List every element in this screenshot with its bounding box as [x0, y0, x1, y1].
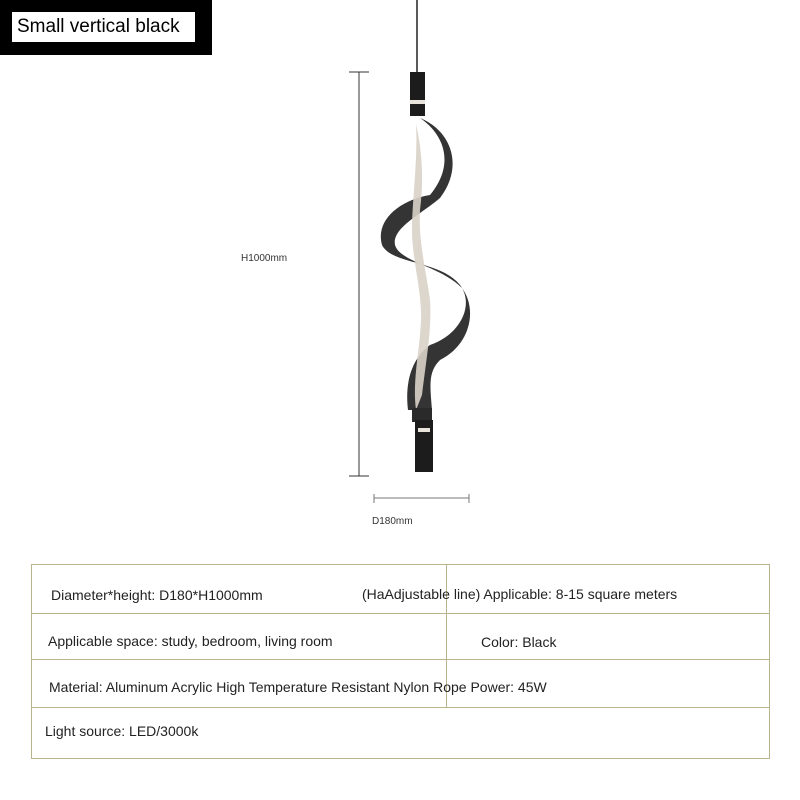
diameter-dimension-line	[374, 494, 469, 503]
height-dimension-line	[349, 72, 369, 476]
product-title: Small vertical black	[12, 12, 195, 42]
spec-row	[32, 565, 769, 614]
diameter-label: D180mm	[372, 516, 413, 527]
lamp-top-cap	[410, 72, 425, 116]
spec-applicable-space: Applicable space: study, bedroom, living room	[48, 633, 333, 649]
spec-table	[31, 564, 770, 759]
spec-adjustable-applicable: (HaAdjustable line) Applicable: 8-15 square meters	[362, 586, 678, 602]
pendant-lamp-image	[381, 0, 470, 472]
lamp-bottom-cap	[415, 420, 433, 472]
spec-material-power: Material: Aluminum Acrylic High Temperature Resistant Nylon Rope Power: 45W	[49, 679, 547, 695]
spec-diameter-height: Diameter*height: D180*H1000mm	[51, 587, 263, 603]
spec-row	[32, 614, 769, 660]
spec-color: Color: Black	[481, 634, 557, 650]
spec-light-source: Light source: LED/3000k	[45, 723, 199, 739]
spec-row	[32, 708, 769, 759]
height-label: H1000mm	[241, 253, 288, 264]
spec-row	[32, 660, 769, 708]
